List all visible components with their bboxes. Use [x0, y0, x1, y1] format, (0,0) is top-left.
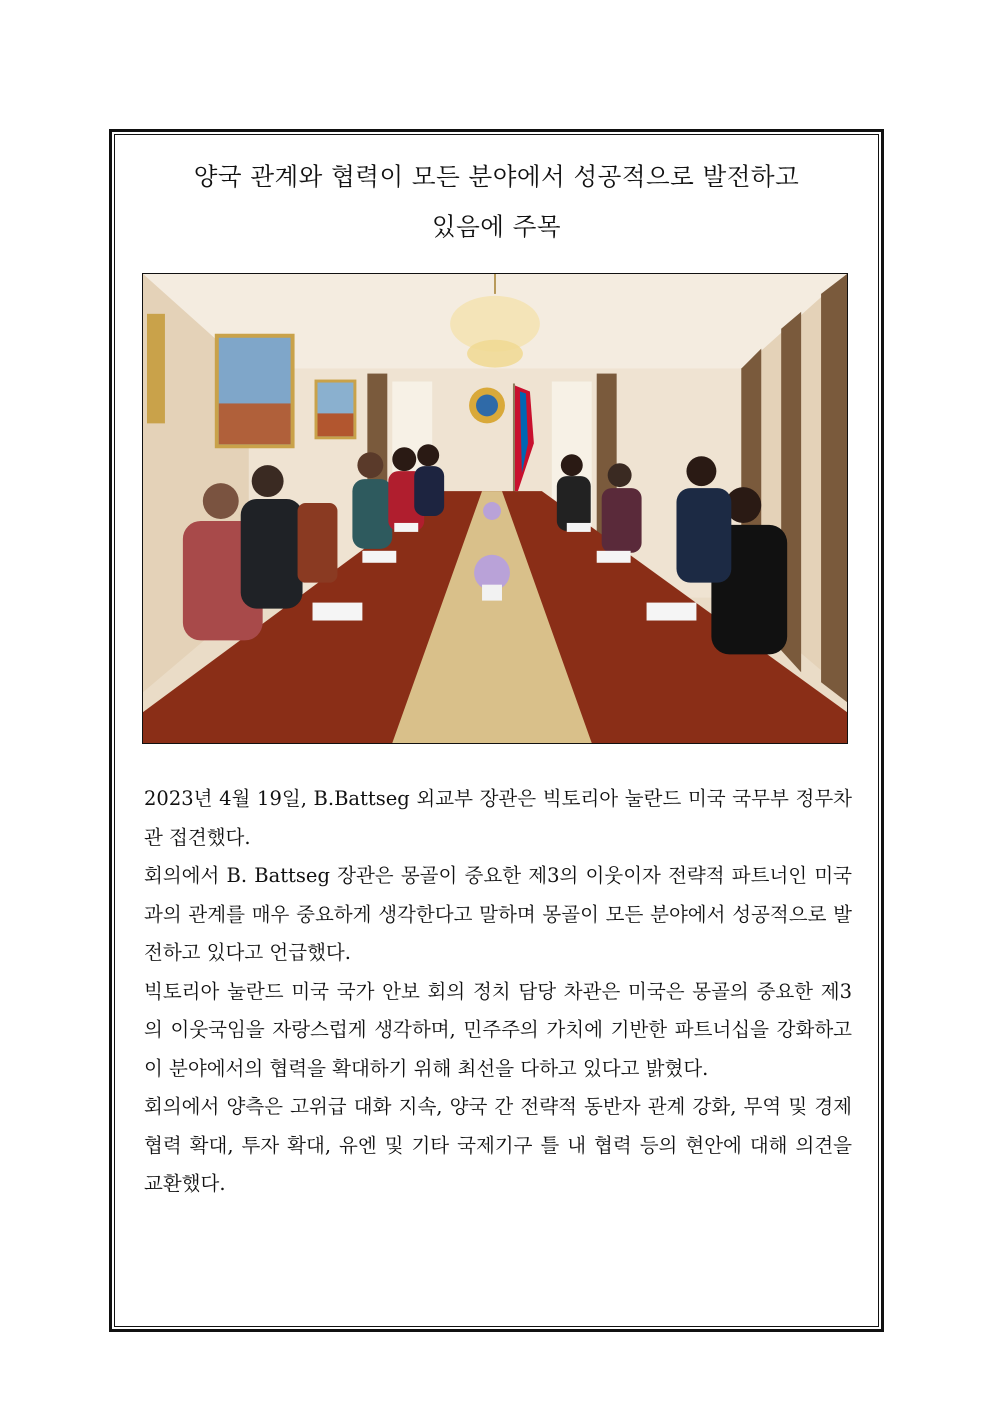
- title-line-1: 양국 관계와 협력이 모든 분야에서 성공적으로 발전하고: [193, 162, 800, 191]
- meeting-photo: [142, 273, 848, 744]
- meeting-photo-illustration: [143, 274, 847, 743]
- document-title: [114, 152, 879, 252]
- title-line-2: 있음에 주목: [431, 212, 562, 241]
- paragraph: 2023년 4월 19일, B.Battseg 외교부 장관은 빅토리아 눌란드 미국 국무부 정무차관 접견했다.: [144, 787, 852, 849]
- article-body: [144, 780, 852, 1204]
- paragraph: 회의에서 B. Battseg 장관은 몽골이 중요한 제3의 이웃이자 전략적 파트너인 미국과의 관계를 매우 중요하게 생각한다고 말하며 몽골이 모든 분야에서 성공적으로 발전하고 있다고 언급했다.: [144, 864, 852, 964]
- paragraph: 회의에서 양측은 고위급 대화 지속, 양국 간 전략적 동반자 관계 강화, 무역 및 경제 협력 확대, 투자 확대, 유엔 및 기타 국제기구 틀 내 협력 등의 현안에 대해 의견을 교환했다.: [144, 1095, 852, 1195]
- paragraph: 빅토리아 눌란드 미국 국가 안보 회의 정치 담당 차관은 미국은 몽골의 중요한 제3의 이웃국임을 자랑스럽게 생각하며, 민주주의 가치에 기반한 파트너십을 강화하고 이 분야에서의 협력을 확대하기 위해 최선을 다하고 있다고 밝혔다.: [144, 979, 852, 1080]
